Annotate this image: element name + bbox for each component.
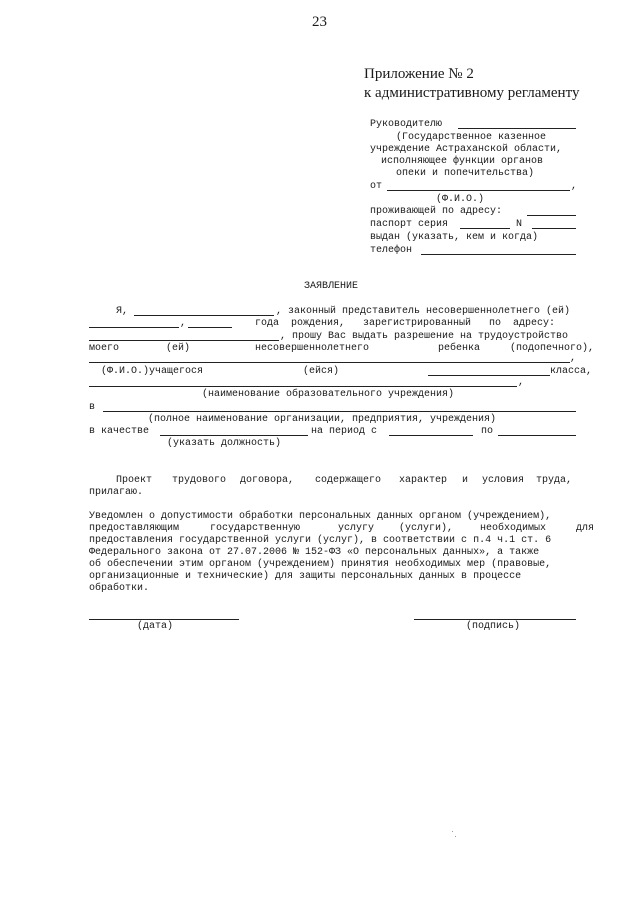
consent-line-6: организационные и технические) для защиты персональных данных в процессе: [89, 571, 522, 582]
address-label: проживающей по адресу:: [370, 206, 503, 217]
appendix-subtitle: к административному регламенту: [364, 85, 580, 101]
consent-l2-w6: для: [576, 523, 595, 534]
consent-l2-w5: необходимых: [480, 523, 547, 534]
passport-series-line[interactable]: [460, 228, 510, 229]
consent-line-4: Федерального закона от 27.07.2006 № 152-ФЗ «О персональных данных», а также: [89, 547, 540, 558]
r11-as: в качестве: [89, 426, 150, 437]
consent-line-5: об обеспечении этим органом (учреждением) принятия необходимых мер (правовые,: [89, 559, 552, 570]
consent-line-1: Уведомлен о допустимости обработки персональных данных органом (учреждением),: [89, 511, 552, 522]
project-w7: условия: [482, 475, 525, 486]
passport-number-line[interactable]: [532, 228, 576, 229]
r6-eisya: (ейся): [303, 366, 340, 377]
r4-word-1: моего: [89, 343, 120, 354]
project-w3: договора,: [240, 475, 295, 486]
minor-name-line[interactable]: [89, 327, 179, 328]
date-caption: (дата): [137, 621, 174, 632]
consent-l2-w4: (услуги),: [399, 523, 454, 534]
addressee-org-2: учреждение Астраханской области,: [370, 144, 563, 155]
consent-line-7: обработки.: [89, 583, 150, 594]
passport-label: паспорт серия: [370, 219, 449, 230]
r4-word-4: ребенка: [438, 343, 481, 354]
r11-period: на период с: [311, 426, 378, 437]
phone-label: телефон: [370, 245, 413, 256]
project-w2: трудового: [172, 475, 227, 486]
addressee-org-1: (Государственное казенное: [396, 132, 547, 143]
project-w6: и: [462, 475, 469, 486]
issued-label: выдан (указать, кем и когда): [370, 232, 539, 243]
r6-class: класса,: [550, 366, 593, 377]
scan-speck: [452, 831, 453, 832]
signature-line[interactable]: [414, 619, 576, 620]
from-label: от: [370, 181, 383, 192]
address-line-2[interactable]: [89, 340, 279, 341]
organization-line[interactable]: [103, 411, 576, 412]
r4-word-3: несовершеннолетнего: [255, 343, 370, 354]
period-to-line[interactable]: [498, 435, 576, 436]
r4-word-5: (подопечного),: [510, 343, 595, 354]
r1-ya: Я,: [116, 306, 129, 317]
signature-caption: (подпись): [466, 621, 521, 632]
addressee-head: Руководителю: [370, 119, 443, 130]
r6-fio: (Ф.И.О.)учащегося: [101, 366, 204, 377]
appendix-title: Приложение № 2: [364, 66, 474, 82]
addressee-org-3: исполняющее функции органов: [381, 156, 544, 167]
from-fio-line[interactable]: [387, 190, 570, 191]
position-line[interactable]: [160, 435, 308, 436]
passport-n-label: N: [516, 219, 523, 230]
child-fio-line[interactable]: [89, 362, 570, 363]
school-line[interactable]: [89, 386, 517, 387]
class-line[interactable]: [428, 375, 550, 376]
r5-comma: ,: [570, 353, 577, 364]
r2-text: года рождения, зарегистрированный по адресу:: [255, 318, 556, 329]
project-w4: содержащего: [315, 475, 382, 486]
consent-l2-w1: предоставляющим: [89, 523, 180, 534]
school-caption: (наименование образовательного учреждения): [202, 389, 455, 400]
r1-text: , законный представитель несовершеннолетнего (ей): [276, 306, 571, 317]
date-line[interactable]: [89, 619, 239, 620]
r2-comma: ,: [180, 318, 187, 329]
r11-to: по: [481, 426, 494, 437]
position-caption: (указать должность): [167, 438, 282, 449]
birth-year-line[interactable]: [188, 327, 232, 328]
page-number: 23: [312, 14, 327, 30]
statement-title: ЗАЯВЛЕНИЕ: [304, 281, 359, 292]
consent-l2-w3: услугу: [338, 523, 375, 534]
project-w5: характер: [399, 475, 448, 486]
r7-comma: ,: [518, 377, 525, 388]
applicant-name-line[interactable]: [134, 315, 274, 316]
consent-l2-w2: государственную: [210, 523, 301, 534]
scan-speck: [455, 836, 456, 837]
r3-text: , прошу Вас выдать разрешение на трудоустройство: [280, 331, 569, 342]
organization-caption: (полное наименование организации, предприятия, учреждения): [148, 414, 497, 425]
r4-word-2: (ей): [166, 343, 191, 354]
consent-line-3: предоставления государственной услуги (услуг), в соответствии с п.4 ч.1 ст. 6: [89, 535, 552, 546]
addressee-org-4: опеки и попечительства): [396, 168, 535, 179]
fio-caption: (Ф.И.О.): [436, 194, 485, 205]
phone-line[interactable]: [421, 254, 576, 255]
period-from-line[interactable]: [389, 435, 473, 436]
address-line[interactable]: [527, 215, 576, 216]
head-name-line[interactable]: [458, 128, 576, 129]
project-w8: труда,: [536, 475, 573, 486]
project-w1: Проект: [116, 475, 153, 486]
r9-v: в: [89, 402, 96, 413]
project-line-2: прилагаю.: [89, 487, 144, 498]
